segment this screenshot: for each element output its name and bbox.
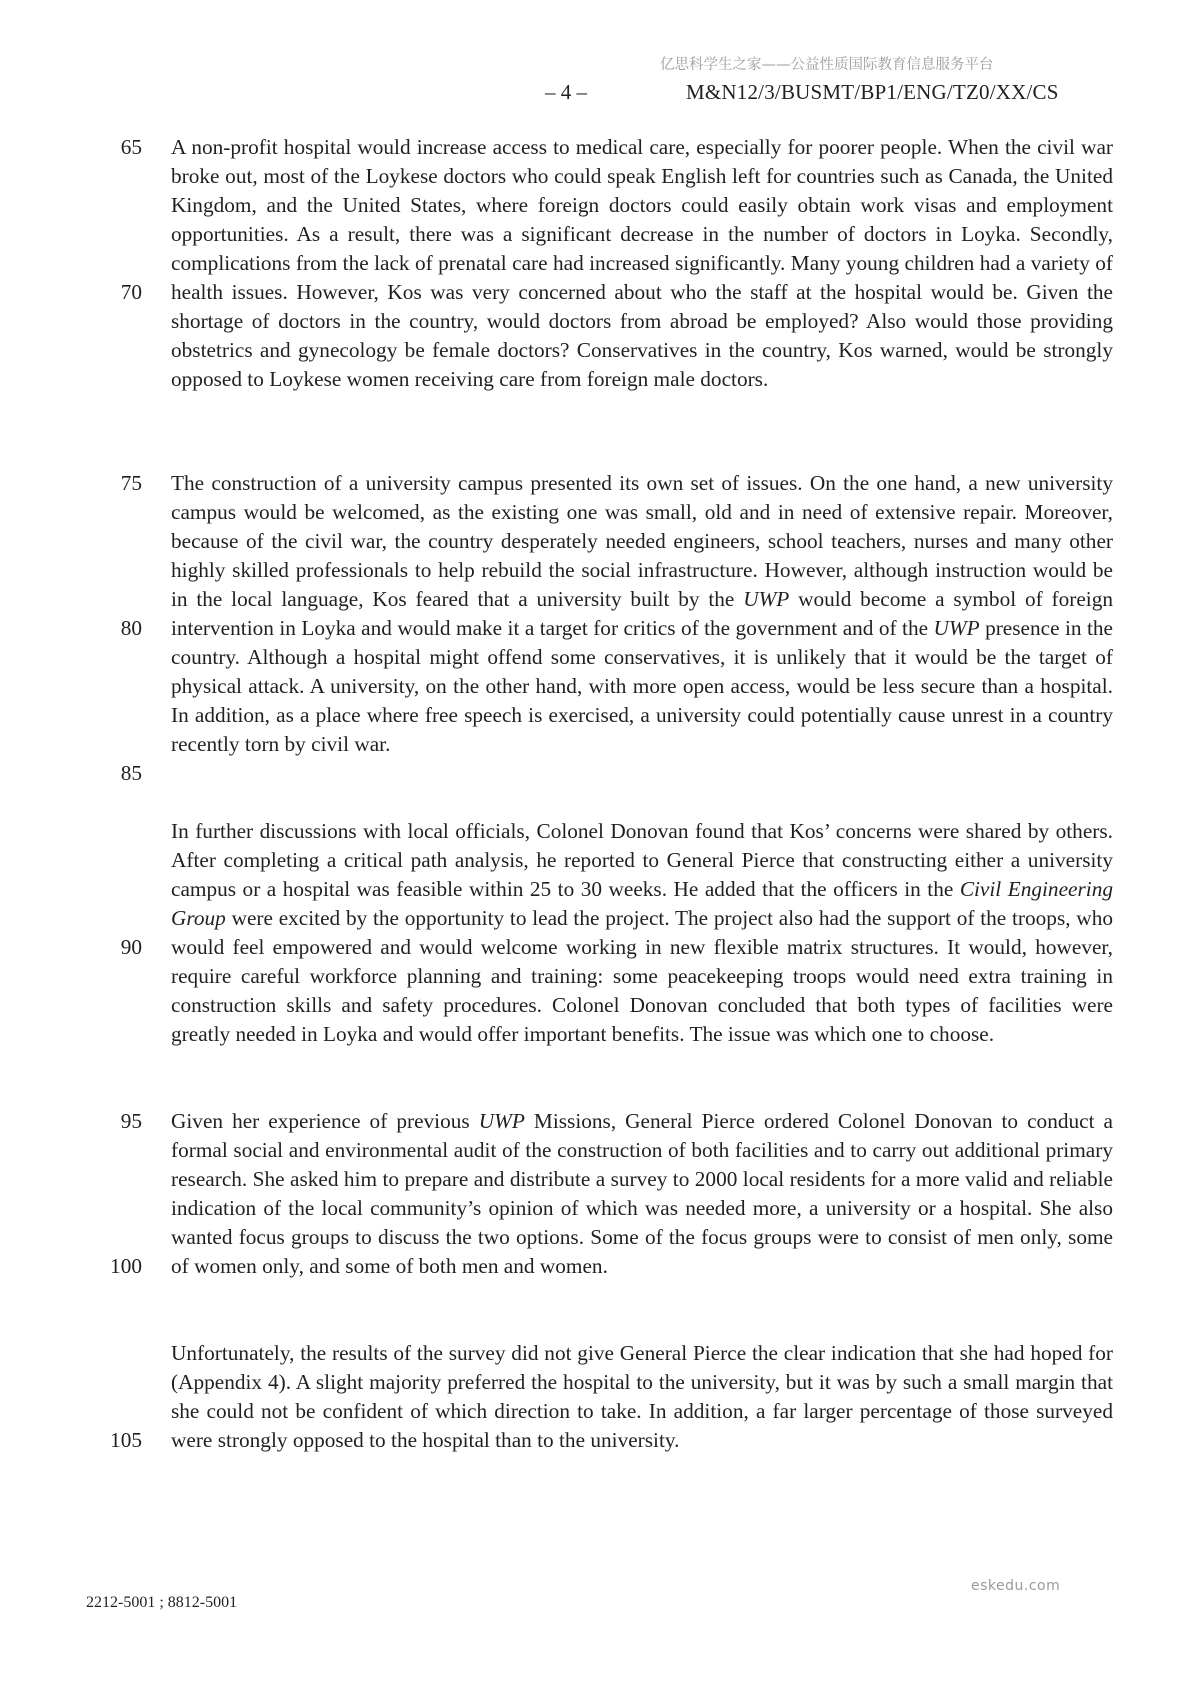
text-run: Given her experience of previous: [171, 1109, 479, 1133]
paragraph-survey-results: Unfortunately, the results of the survey did not give General Pierce the clear indication that she had hoped for (Appendix 4). A slight majority preferred the hospital to the university, but it was by such a small margin that she could not be confident of which direction to take. In addition, a far larger percentage of those surveyed were strongly opposed to the hospital than to the university.: [171, 1341, 1113, 1452]
civil-engineering-group-italic: Civil Engineering Group: [171, 877, 1113, 930]
line-number-90: 90: [120, 935, 142, 959]
watermark-text: 亿思科学生之家——公益性质国际教育信息服务平台: [660, 57, 994, 73]
text-run: The construction of a university campus presented its own set of issues. On the one hand, a new university campus would be welcomed, as the existing one was small, old and in need of extensive repair. Moreover, because of the civil war, the country desperately needed engineers, school teachers, nurses and many other highly skilled professionals to help rebuild the social infrastructure. However, although instruction would be in the local language, Kos feared that a university built by the: [171, 471, 1113, 611]
uwp-italic: UWP: [478, 1109, 525, 1133]
uwp-italic: UWP: [933, 616, 980, 640]
footer-code: 2212-5001 ; 8812-5001: [86, 1594, 238, 1611]
line-number-85: 85: [120, 761, 142, 785]
page-number: – 4 –: [545, 80, 587, 104]
line-number-100: 100: [110, 1254, 142, 1278]
paragraph-discussions: [171, 817, 1113, 1049]
line-number-105: 105: [110, 1428, 142, 1452]
text-run: Missions, General Pierce ordered Colonel Donovan to conduct a formal social and environmental audit of the construction of both facilities and to carry out additional primary research. She asked him to prepare and distribute a survey to 2000 local residents for a more valid and reliable indication of the local community’s opinion of which was needed more, a university or a hospital. She also wanted focus groups to discuss the two options. Some of the focus groups were to consist of men only, some of women only, and some of both men and women.: [171, 1109, 1113, 1278]
text-run: In further discussions with local officials, Colonel Donovan found that Kos’ concerns were shared by others. After completing a critical path analysis, he reported to General Pierce that constructing either a university campus or a hospital was feasible within 25 to 30 weeks. He added that the officers in the: [171, 819, 1113, 901]
paragraph-survey-order: [171, 1107, 1113, 1281]
line-number-80: 80: [120, 616, 142, 640]
uwp-italic: UWP: [743, 587, 790, 611]
text-run: presence in the country. Although a hospital might offend some conservatives, it is unlikely that it would be the target of physical attack. A university, on the other hand, with more open access, would be less secure than a hospital. In addition, as a place where free speech is exercised, a university could potentially cause unrest in a country recently torn by civil war.: [171, 616, 1113, 756]
paragraph-hospital: A non-profit hospital would increase access to medical care, especially for poorer people. When the civil war broke out, most of the Loykese doctors who could speak English left for countries such as Canada, the United Kingdom, and the United States, where foreign doctors could easily obtain work visas and employment opportunities. As a result, there was a significant decrease in the number of doctors in Loyka. Secondly, complications from the lack of prenatal care had increased significantly. Many young children had a variety of health issues. However, Kos was very concerned about who the staff at the hospital would be. Given the shortage of doctors in the country, would doctors from abroad be employed? Also would those providing obstetrics and gynecology be female doctors? Conservatives in the country, Kos warned, would be strongly opposed to Loykese women receiving care from foreign male doctors.: [171, 135, 1113, 391]
line-number-65: 65: [120, 135, 142, 159]
paragraph-university: [171, 469, 1113, 759]
reference-code: M&N12/3/BUSMT/BP1/ENG/TZ0/XX/CS: [686, 80, 1059, 104]
line-number-70: 70: [120, 280, 142, 304]
line-number-95: 95: [120, 1109, 142, 1133]
text-run: were excited by the opportunity to lead the project. The project also had the support of the troops, who would feel empowered and would welcome working in new flexible matrix structures. It would, however, require careful workforce planning and training: some peacekeeping troops would need extra training in construction skills and safety procedures. Colonel Donovan concluded that both types of facilities were greatly needed in Loyka and would offer important benefits. The issue was which one to choose.: [171, 906, 1113, 1046]
text-run: would become a symbol of foreign intervention in Loyka and would make it a target for critics of the government and of the: [171, 587, 1113, 640]
line-number-75: 75: [120, 471, 142, 495]
footer-site: eskedu.com: [971, 1578, 1061, 1594]
